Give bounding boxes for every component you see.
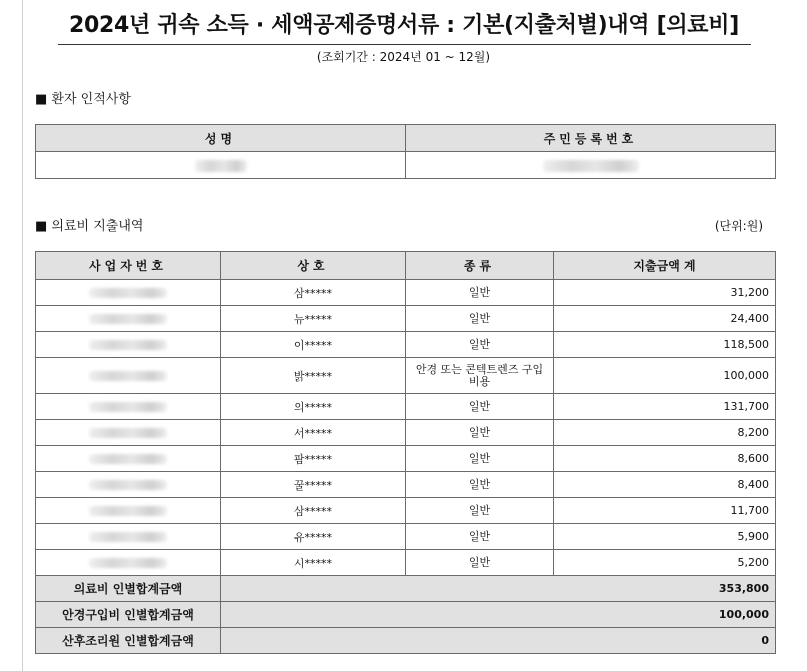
header-business-name: 상호 bbox=[221, 252, 406, 280]
amount-cell: 100,000 bbox=[554, 358, 776, 394]
business-name-cell: 뉴***** bbox=[221, 306, 406, 332]
document-title: 2024년 귀속 소득 · 세액공제증명서류 : 기본(지출처별)내역 [의료비] bbox=[69, 13, 739, 38]
title-underline bbox=[58, 44, 751, 45]
total-amount: 0 bbox=[221, 628, 776, 654]
kind-cell: 일반 bbox=[406, 446, 554, 472]
redacted-business-number bbox=[89, 288, 167, 298]
expense-row bbox=[36, 498, 776, 524]
amount-cell: 5,200 bbox=[554, 550, 776, 576]
business-number-cell bbox=[36, 446, 221, 472]
expense-row bbox=[36, 446, 776, 472]
business-number-cell bbox=[36, 524, 221, 550]
kind-cell: 일반 bbox=[406, 306, 554, 332]
business-number-cell bbox=[36, 280, 221, 306]
business-name-cell: 삼***** bbox=[221, 280, 406, 306]
amount-cell: 8,400 bbox=[554, 472, 776, 498]
business-number-cell bbox=[36, 498, 221, 524]
redacted-business-number bbox=[89, 402, 167, 412]
unit-label: (단위:원) bbox=[714, 219, 763, 233]
expense-section-heading: ■ 의료비 지출내역 bbox=[35, 219, 144, 234]
redacted-business-number bbox=[89, 454, 167, 464]
total-label: 산후조리원 인별합계금액 bbox=[36, 628, 221, 654]
kind-cell: 일반 bbox=[406, 550, 554, 576]
header-amount: 지출금액 계 bbox=[554, 252, 776, 280]
business-name-cell: 유***** bbox=[221, 524, 406, 550]
redacted-business-number bbox=[89, 558, 167, 568]
total-row-postpartum bbox=[36, 628, 776, 654]
expense-row bbox=[36, 550, 776, 576]
redacted-business-number bbox=[89, 532, 167, 542]
expense-row bbox=[36, 394, 776, 420]
patient-section-heading: ■ 환자 인적사항 bbox=[35, 92, 131, 107]
amount-cell: 5,900 bbox=[554, 524, 776, 550]
amount-cell: 31,200 bbox=[554, 280, 776, 306]
business-number-cell bbox=[36, 550, 221, 576]
total-label: 의료비 인별합계금액 bbox=[36, 576, 221, 602]
expense-row bbox=[36, 420, 776, 446]
kind-cell: 일반 bbox=[406, 420, 554, 446]
business-name-cell: 시***** bbox=[221, 550, 406, 576]
total-row-glasses bbox=[36, 602, 776, 628]
redacted-business-number bbox=[89, 371, 167, 381]
total-amount: 100,000 bbox=[221, 602, 776, 628]
kind-cell: 일반 bbox=[406, 472, 554, 498]
business-name-cell: 꿀***** bbox=[221, 472, 406, 498]
business-number-cell bbox=[36, 472, 221, 498]
business-number-cell bbox=[36, 358, 221, 394]
kind-cell: 일반 bbox=[406, 394, 554, 420]
amount-cell: 11,700 bbox=[554, 498, 776, 524]
redacted-business-number bbox=[89, 506, 167, 516]
expense-row bbox=[36, 332, 776, 358]
expense-row bbox=[36, 306, 776, 332]
expense-rows bbox=[36, 280, 776, 576]
patient-name-cell bbox=[36, 152, 406, 179]
header-name: 성명 bbox=[36, 125, 406, 152]
header-kind: 종류 bbox=[406, 252, 554, 280]
redacted-business-number bbox=[89, 480, 167, 490]
kind-cell: 일반 bbox=[406, 332, 554, 358]
redacted-name bbox=[195, 160, 247, 172]
redacted-business-number bbox=[89, 340, 167, 350]
patient-rrn-cell bbox=[406, 152, 776, 179]
totals-rows bbox=[36, 576, 776, 654]
business-number-cell bbox=[36, 420, 221, 446]
redacted-rrn bbox=[543, 160, 639, 172]
business-number-cell bbox=[36, 306, 221, 332]
header-rrn: 주민등록번호 bbox=[406, 125, 776, 152]
amount-cell: 24,400 bbox=[554, 306, 776, 332]
business-name-cell: 밝***** bbox=[221, 358, 406, 394]
kind-cell: 일반 bbox=[406, 498, 554, 524]
total-label: 안경구입비 인별합계금액 bbox=[36, 602, 221, 628]
expense-row bbox=[36, 358, 776, 394]
redacted-business-number bbox=[89, 314, 167, 324]
kind-cell: 안경 또는 콘텍트렌즈 구입비용 bbox=[406, 358, 554, 394]
expense-row bbox=[36, 280, 776, 306]
total-amount: 353,800 bbox=[221, 576, 776, 602]
business-number-cell bbox=[36, 332, 221, 358]
amount-cell: 118,500 bbox=[554, 332, 776, 358]
business-number-cell bbox=[36, 394, 221, 420]
kind-cell: 일반 bbox=[406, 280, 554, 306]
total-row-medical bbox=[36, 576, 776, 602]
business-name-cell: 서***** bbox=[221, 420, 406, 446]
business-name-cell: 팜***** bbox=[221, 446, 406, 472]
amount-cell: 8,200 bbox=[554, 420, 776, 446]
business-name-cell: 삼***** bbox=[221, 498, 406, 524]
expense-row bbox=[36, 524, 776, 550]
business-name-cell: 이***** bbox=[221, 332, 406, 358]
patient-info-table bbox=[35, 124, 776, 179]
amount-cell: 8,600 bbox=[554, 446, 776, 472]
medical-expense-table bbox=[35, 251, 776, 654]
expense-row bbox=[36, 472, 776, 498]
query-period: (조회기간 : 2024년 01 ~ 12월) bbox=[316, 50, 491, 64]
redacted-business-number bbox=[89, 428, 167, 438]
business-name-cell: 의***** bbox=[221, 394, 406, 420]
kind-cell: 일반 bbox=[406, 524, 554, 550]
header-business-number: 사업자번호 bbox=[36, 252, 221, 280]
amount-cell: 131,700 bbox=[554, 394, 776, 420]
